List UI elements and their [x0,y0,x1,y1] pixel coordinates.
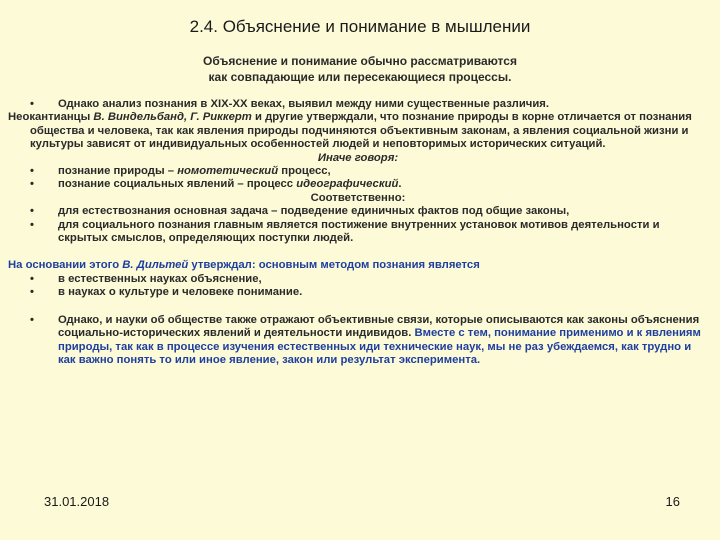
bullet-analysis [8,98,708,111]
bullet-icon: • [30,272,34,285]
in-other-words-text: Иначе говоря: [317,151,399,164]
slide-subtitle [150,53,570,85]
social-term: идеографический [296,178,399,191]
final-part-2: Вместе с тем, понимание применимо и к явлениям природы, так как в процессе изучения естественных иди технические наук, мы не раз убеждаемся, как трудно и как важно понять то или иное явление, закон или результат эксперимента. [58,327,701,366]
bullet-icon: • [30,205,34,218]
dilthey-body: утверждал: основным методом познания является [188,259,480,272]
in-other-words-heading [8,152,708,165]
dilthey-paragraph [8,259,708,272]
analysis-text: Однако анализ познания в XIX-XX веках, выявил между ними существенные различия. [58,98,550,110]
page-number: 16 [665,494,680,509]
nature-prefix: познание природы – [58,165,178,178]
dilthey-name: В. Дильтей [122,259,189,272]
final-part-1: Однако, и науки об обществе также отражают объективные связи, которые описываются как законы объяснения социально-исторических явлений и деятельности индивидов. [58,313,700,340]
spacer [8,300,708,314]
culture-sciences-text: в науках о культуре и человеке понимание. [58,286,303,299]
neokantians-paragraph [8,111,708,151]
neokantians-body: и другие утверждали, что познание природы в корне отличается от познания общества и человека, так как явления природы подчиняются объективным законам, а явления социальной жизни и культуры зависят от индивидуальных особенностей людей и неповторимых исторических ситуаций. [30,111,692,151]
bullet-icon: • [30,98,34,110]
dilthey-intro: На основании этого [8,259,123,272]
nature-suffix: процесс, [278,165,331,178]
bullet-culture-sciences [8,286,708,299]
accordingly-heading: Соответственно: [310,191,406,204]
natural-science-task-text: для естествознания основная задача – подведение единичных фактов под общие законы, [58,205,570,218]
social-prefix: познание социальных явлений – процесс [58,178,297,191]
bullet-icon: • [30,286,34,299]
neokantians-names: В. Виндельбанд, Г. Риккерт [93,111,252,124]
bullet-social-task [8,219,708,246]
slide-title: 2.4. Объяснение и понимание в мышлении [189,17,531,36]
footer-date: 31.01.2018 [44,494,110,509]
subtitle-line-1: Объяснение и понимание обычно рассматриваются [203,54,517,68]
subtitle-line-2: как совпадающие или пересекающиеся процессы. [208,70,512,84]
nat-sciences-text: в естественных науках объяснение, [58,272,262,285]
social-suffix: . [398,178,402,191]
bullet-nature [8,165,708,178]
slide-content [8,98,708,367]
bullet-final [8,314,708,368]
bullet-nat-sciences [8,273,708,286]
nature-term: номотетический [177,165,279,178]
bullet-natural-science-task [8,205,708,218]
social-task-text: для социального познания главным является постижение внутренних установок мотивов деятельности и скрытых смыслов, определяющих поступки людей. [58,218,660,245]
bullet-icon: • [30,178,34,191]
neokantians-intro: Неокантианцы [8,111,94,124]
spacer [8,245,708,259]
bullet-icon: • [30,218,34,231]
bullet-icon: • [30,313,34,326]
bullet-social [8,178,708,191]
bullet-icon: • [30,165,34,178]
